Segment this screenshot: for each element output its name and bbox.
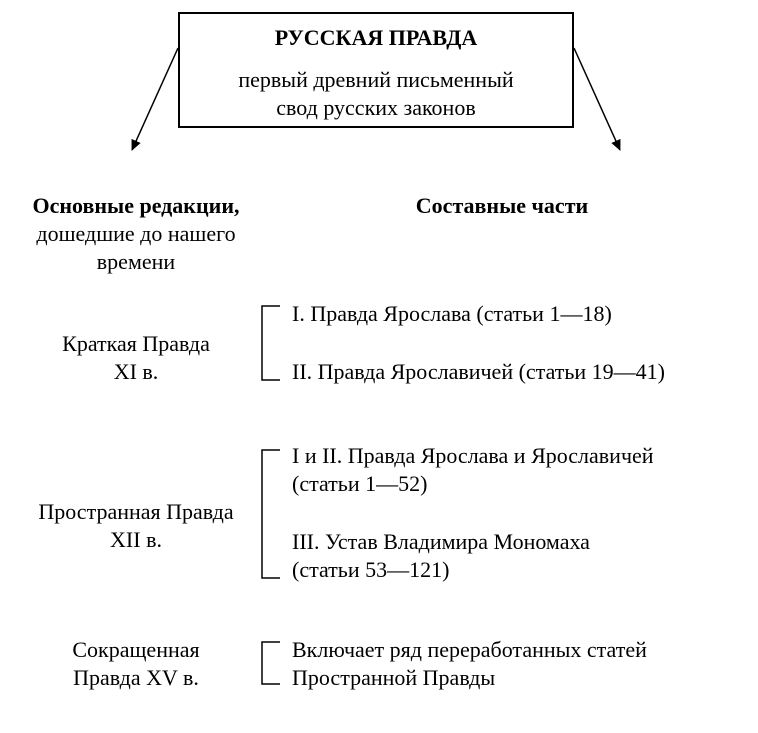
- part-item: I. Правда Ярослава (статьи 1—18): [292, 301, 612, 326]
- subtitle-line-2: свод русских законов: [276, 95, 476, 120]
- editions-header-line-1: дошедшие до нашего: [36, 221, 236, 246]
- edition-century: Правда XV в.: [73, 665, 199, 690]
- edition-century: XI в.: [113, 359, 159, 384]
- edition-kratkaya: [0, 330, 272, 386]
- part-item: II. Правда Ярославичей (статьи 19—41): [292, 359, 666, 384]
- part-line: Пространной Правды: [292, 665, 496, 690]
- edition-sokrashchennaya: [0, 636, 272, 692]
- part-line: Включает ряд переработанных статей: [292, 637, 647, 662]
- part-line: (статьи 1—52): [292, 471, 428, 496]
- part-line: III. Устав Владимира Мономаха: [292, 529, 590, 554]
- part-line: I и II. Правда Ярослава и Ярославичей: [292, 443, 654, 468]
- editions-header: [0, 192, 272, 276]
- main-subtitle: [180, 66, 572, 122]
- edition-century: XII в.: [110, 527, 162, 552]
- part-item: [292, 528, 590, 584]
- edition-prostrannaya: [0, 498, 272, 554]
- title-box: [178, 12, 574, 128]
- part-item: [292, 636, 647, 692]
- parts-header: Составные части: [415, 193, 589, 218]
- edition-name: Пространная Правда: [38, 499, 234, 524]
- main-title: РУССКАЯ ПРАВДА: [274, 25, 478, 50]
- subtitle-line-1: первый древний письменный: [238, 67, 514, 92]
- editions-header-title: Основные редакции,: [32, 193, 240, 218]
- edition-name: Сокращенная: [72, 637, 200, 662]
- part-item: [292, 442, 654, 498]
- editions-header-line-2: времени: [96, 249, 176, 274]
- arrow-left: [132, 48, 178, 150]
- part-line: (статьи 53—121): [292, 557, 450, 582]
- edition-name: Краткая Правда: [62, 331, 210, 356]
- arrow-right: [574, 48, 620, 150]
